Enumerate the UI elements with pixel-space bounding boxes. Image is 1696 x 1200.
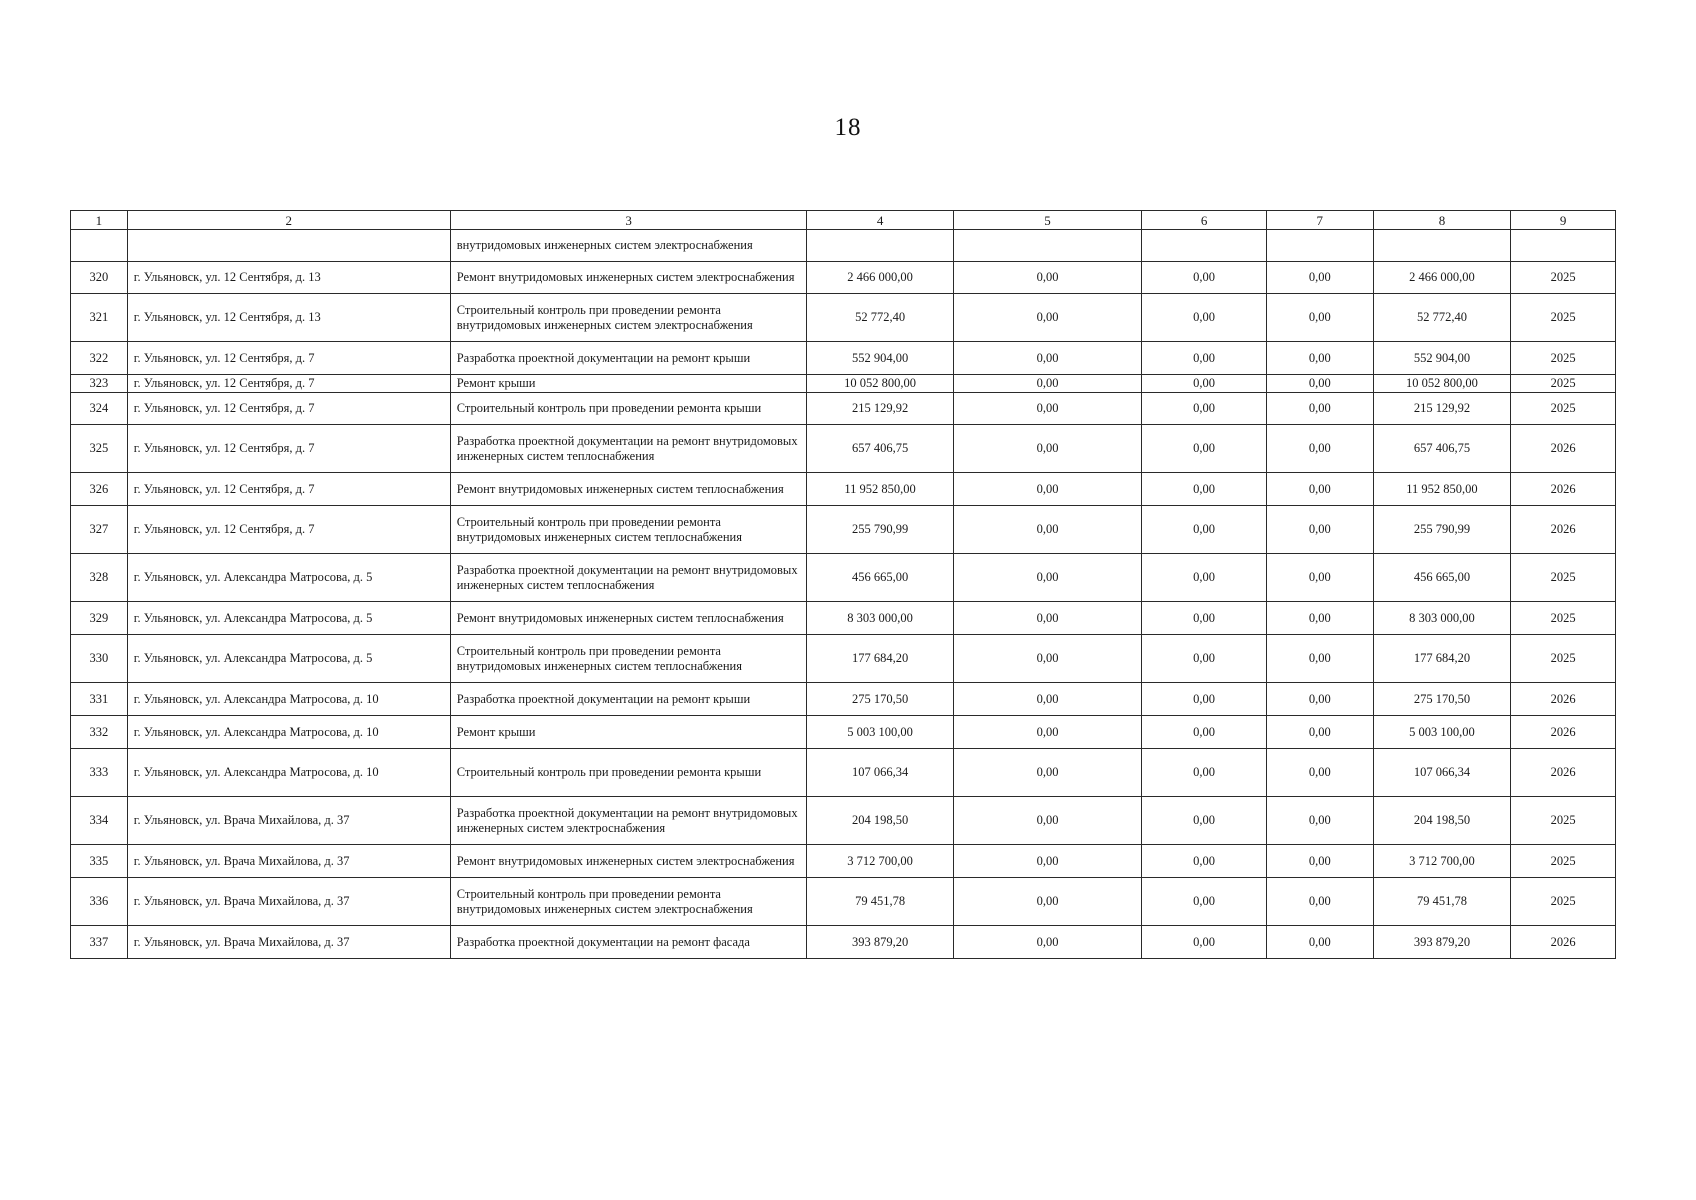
row-number: 332 [71,716,128,749]
row-number: 327 [71,506,128,554]
row-work-description: Разработка проектной документации на ремонт внутридомовых инженерных систем теплоснабжения [450,425,807,473]
row-address: г. Ульяновск, ул. Врача Михайлова, д. 37 [127,926,450,959]
row-value-col5: 0,00 [953,473,1142,506]
row-year: 2026 [1511,926,1616,959]
row-value-col8: 8 303 000,00 [1373,602,1510,635]
row-number: 331 [71,683,128,716]
row-value-col8: 10 052 800,00 [1373,375,1510,393]
row-address: г. Ульяновск, ул. Александра Матросова, д. 5 [127,602,450,635]
row-value-col4: 456 665,00 [807,554,953,602]
row-value-col6: 0,00 [1142,635,1266,683]
row-value-col4: 657 406,75 [807,425,953,473]
row-value-col4: 204 198,50 [807,797,953,845]
row-value-col5: 0,00 [953,635,1142,683]
row-address: г. Ульяновск, ул. 12 Сентября, д. 13 [127,294,450,342]
row-address: г. Ульяновск, ул. 12 Сентября, д. 7 [127,393,450,425]
row-work-description: Строительный контроль при проведении ремонта крыши [450,393,807,425]
row-address: г. Ульяновск, ул. Врача Михайлова, д. 37 [127,845,450,878]
row-value-col8: 393 879,20 [1373,926,1510,959]
row-value-col8: 3 712 700,00 [1373,845,1510,878]
row-value-col7: 0,00 [1266,797,1373,845]
row-value-col5: 0,00 [953,602,1142,635]
row-value-col4: 2 466 000,00 [807,262,953,294]
column-number-3: 3 [450,211,807,230]
row-value-col7: 0,00 [1266,926,1373,959]
row-value-col6: 0,00 [1142,878,1266,926]
row-value-col6: 0,00 [1142,554,1266,602]
column-number-6: 6 [1142,211,1266,230]
row-value-col5: 0,00 [953,749,1142,797]
row-address: г. Ульяновск, ул. Александра Матросова, д. 10 [127,749,450,797]
row-address: г. Ульяновск, ул. Александра Матросова, д. 5 [127,554,450,602]
row-value-col7: 0,00 [1266,845,1373,878]
table-row [71,473,1616,506]
row-work-description: Ремонт внутридомовых инженерных систем теплоснабжения [450,473,807,506]
row-value-col7: 0,00 [1266,294,1373,342]
row-work-description: Разработка проектной документации на ремонт фасада [450,926,807,959]
row-address: г. Ульяновск, ул. 12 Сентября, д. 13 [127,262,450,294]
column-number-1: 1 [71,211,128,230]
continuation-row [71,230,1616,262]
table-row [71,262,1616,294]
row-value-col5: 0,00 [953,716,1142,749]
row-value-col6: 0,00 [1142,926,1266,959]
column-number-9: 9 [1511,211,1616,230]
row-value-col6: 0,00 [1142,683,1266,716]
row-address: г. Ульяновск, ул. Александра Матросова, д. 5 [127,635,450,683]
row-year: 2025 [1511,262,1616,294]
row-value-col4: 52 772,40 [807,294,953,342]
row-number: 324 [71,393,128,425]
row-year: 2025 [1511,294,1616,342]
row-year: 2026 [1511,716,1616,749]
row-value-col6: 0,00 [1142,602,1266,635]
row-value-col8: 552 904,00 [1373,342,1510,375]
page-number: 18 [834,114,862,141]
row-year: 2025 [1511,878,1616,926]
row-number: 330 [71,635,128,683]
table-row [71,845,1616,878]
column-number-8: 8 [1373,211,1510,230]
row-value-col6: 0,00 [1142,393,1266,425]
table-row [71,926,1616,959]
row-value-col5 [953,230,1142,262]
row-year: 2026 [1511,425,1616,473]
row-value-col5: 0,00 [953,393,1142,425]
row-value-col7: 0,00 [1266,683,1373,716]
row-number [71,230,128,262]
row-value-col5: 0,00 [953,262,1142,294]
row-value-col8: 11 952 850,00 [1373,473,1510,506]
row-year: 2025 [1511,845,1616,878]
row-value-col5: 0,00 [953,342,1142,375]
row-value-col7 [1266,230,1373,262]
row-year: 2025 [1511,554,1616,602]
row-work-description: Ремонт внутридомовых инженерных систем электроснабжения [450,262,807,294]
row-work-description: Строительный контроль при проведении ремонта крыши [450,749,807,797]
row-work-description: Разработка проектной документации на ремонт внутридомовых инженерных систем электроснабжения [450,797,807,845]
row-value-col8: 275 170,50 [1373,683,1510,716]
row-value-col4: 10 052 800,00 [807,375,953,393]
row-value-col5: 0,00 [953,554,1142,602]
row-address: г. Ульяновск, ул. 12 Сентября, д. 7 [127,375,450,393]
row-address: г. Ульяновск, ул. 12 Сентября, д. 7 [127,506,450,554]
row-year: 2026 [1511,473,1616,506]
row-year: 2026 [1511,683,1616,716]
row-value-col5: 0,00 [953,683,1142,716]
row-year: 2025 [1511,342,1616,375]
row-value-col5: 0,00 [953,878,1142,926]
table-row [71,683,1616,716]
row-value-col6: 0,00 [1142,749,1266,797]
row-value-col8: 2 466 000,00 [1373,262,1510,294]
row-value-col5: 0,00 [953,375,1142,393]
row-value-col7: 0,00 [1266,425,1373,473]
row-year: 2025 [1511,602,1616,635]
row-value-col4: 107 066,34 [807,749,953,797]
row-value-col4: 393 879,20 [807,926,953,959]
row-value-col7: 0,00 [1266,602,1373,635]
row-value-col5: 0,00 [953,845,1142,878]
row-address: г. Ульяновск, ул. 12 Сентября, д. 7 [127,342,450,375]
row-value-col8: 107 066,34 [1373,749,1510,797]
row-value-col8 [1373,230,1510,262]
column-number-7: 7 [1266,211,1373,230]
row-number: 333 [71,749,128,797]
row-work-description: Ремонт внутридомовых инженерных систем теплоснабжения [450,602,807,635]
row-value-col6: 0,00 [1142,375,1266,393]
row-value-col5: 0,00 [953,506,1142,554]
row-number: 328 [71,554,128,602]
row-number: 329 [71,602,128,635]
row-number: 321 [71,294,128,342]
row-value-col6: 0,00 [1142,342,1266,375]
row-value-col7: 0,00 [1266,716,1373,749]
row-value-col7: 0,00 [1266,393,1373,425]
row-number: 337 [71,926,128,959]
column-number-5: 5 [953,211,1142,230]
row-value-col5: 0,00 [953,425,1142,473]
row-work-description: Строительный контроль при проведении ремонта внутридомовых инженерных систем электроснабжения [450,878,807,926]
row-number: 326 [71,473,128,506]
row-work-description: Строительный контроль при проведении ремонта внутридомовых инженерных систем электроснабжения [450,294,807,342]
row-value-col7: 0,00 [1266,506,1373,554]
table-row [71,425,1616,473]
table-row [71,602,1616,635]
row-value-col4: 5 003 100,00 [807,716,953,749]
row-value-col4: 79 451,78 [807,878,953,926]
row-value-col8: 204 198,50 [1373,797,1510,845]
row-year: 2025 [1511,375,1616,393]
row-year: 2026 [1511,749,1616,797]
table-row [71,635,1616,683]
row-value-col6 [1142,230,1266,262]
row-year: 2025 [1511,393,1616,425]
row-address: г. Ульяновск, ул. Александра Матросова, д. 10 [127,683,450,716]
row-year [1511,230,1616,262]
table-header [71,211,1616,230]
table-row [71,797,1616,845]
table-row [71,375,1616,393]
table-row [71,878,1616,926]
column-number-row [71,211,1616,230]
row-work-description: Разработка проектной документации на ремонт крыши [450,342,807,375]
row-number: 323 [71,375,128,393]
row-work-description: Строительный контроль при проведении ремонта внутридомовых инженерных систем теплоснабжения [450,506,807,554]
row-value-col6: 0,00 [1142,716,1266,749]
row-value-col6: 0,00 [1142,262,1266,294]
row-value-col7: 0,00 [1266,635,1373,683]
row-value-col4: 177 684,20 [807,635,953,683]
row-work-description: Разработка проектной документации на ремонт крыши [450,683,807,716]
row-address: г. Ульяновск, ул. Александра Матросова, д. 10 [127,716,450,749]
row-year: 2025 [1511,797,1616,845]
table-row [71,294,1616,342]
row-value-col7: 0,00 [1266,878,1373,926]
row-value-col8: 657 406,75 [1373,425,1510,473]
table-body [71,230,1616,959]
row-work-description: Ремонт внутридомовых инженерных систем электроснабжения [450,845,807,878]
row-value-col8: 255 790,99 [1373,506,1510,554]
row-value-col4: 255 790,99 [807,506,953,554]
row-value-col5: 0,00 [953,797,1142,845]
row-value-col7: 0,00 [1266,262,1373,294]
row-number: 322 [71,342,128,375]
column-number-4: 4 [807,211,953,230]
row-address: г. Ульяновск, ул. Врача Михайлова, д. 37 [127,878,450,926]
row-value-col7: 0,00 [1266,375,1373,393]
row-value-col4: 11 952 850,00 [807,473,953,506]
row-value-col5: 0,00 [953,294,1142,342]
row-value-col8: 79 451,78 [1373,878,1510,926]
row-value-col6: 0,00 [1142,797,1266,845]
table-row [71,342,1616,375]
row-number: 336 [71,878,128,926]
row-year: 2025 [1511,635,1616,683]
row-value-col7: 0,00 [1266,749,1373,797]
row-value-col6: 0,00 [1142,506,1266,554]
row-value-col7: 0,00 [1266,473,1373,506]
row-work-description: Разработка проектной документации на ремонт внутридомовых инженерных систем теплоснабжения [450,554,807,602]
row-value-col7: 0,00 [1266,554,1373,602]
row-value-col7: 0,00 [1266,342,1373,375]
row-value-col8: 177 684,20 [1373,635,1510,683]
row-work-description: внутридомовых инженерных систем электроснабжения [450,230,807,262]
row-value-col4 [807,230,953,262]
column-number-2: 2 [127,211,450,230]
table-row [71,554,1616,602]
table-row [71,716,1616,749]
row-value-col8: 456 665,00 [1373,554,1510,602]
row-number: 325 [71,425,128,473]
row-work-description: Ремонт крыши [450,375,807,393]
row-value-col6: 0,00 [1142,473,1266,506]
row-value-col8: 52 772,40 [1373,294,1510,342]
table-row [71,393,1616,425]
row-number: 335 [71,845,128,878]
row-work-description: Ремонт крыши [450,716,807,749]
row-address: г. Ульяновск, ул. Врача Михайлова, д. 37 [127,797,450,845]
row-value-col4: 275 170,50 [807,683,953,716]
row-address: г. Ульяновск, ул. 12 Сентября, д. 7 [127,425,450,473]
row-value-col8: 215 129,92 [1373,393,1510,425]
row-value-col5: 0,00 [953,926,1142,959]
row-year: 2026 [1511,506,1616,554]
row-value-col6: 0,00 [1142,294,1266,342]
row-value-col4: 3 712 700,00 [807,845,953,878]
table-row [71,506,1616,554]
row-number: 334 [71,797,128,845]
row-value-col6: 0,00 [1142,845,1266,878]
row-work-description: Строительный контроль при проведении ремонта внутридомовых инженерных систем теплоснабжения [450,635,807,683]
table-row [71,749,1616,797]
row-address: г. Ульяновск, ул. 12 Сентября, д. 7 [127,473,450,506]
row-value-col4: 215 129,92 [807,393,953,425]
row-address [127,230,450,262]
repair-schedule-table [70,210,1616,959]
row-number: 320 [71,262,128,294]
row-value-col4: 8 303 000,00 [807,602,953,635]
row-value-col6: 0,00 [1142,425,1266,473]
row-value-col4: 552 904,00 [807,342,953,375]
row-value-col8: 5 003 100,00 [1373,716,1510,749]
